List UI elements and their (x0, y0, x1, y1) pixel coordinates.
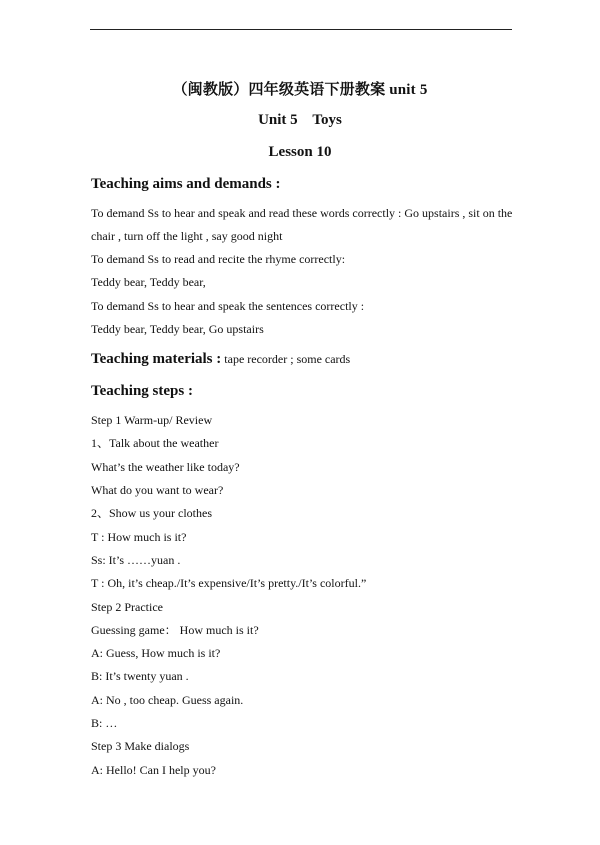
materials-label: Teaching materials : (91, 351, 222, 368)
step-line: What’s the weather like today? (91, 459, 240, 474)
step-line: A: Hello! Can I help you? (91, 762, 216, 777)
step-line: B: … (91, 716, 118, 731)
materials-heading (91, 345, 521, 373)
step-line: Step 3 Make dialogs (91, 739, 190, 754)
step-line: Ss: It’s ……yuan . (91, 552, 181, 567)
aims-line: Teddy bear, Teddy bear, Go upstairs (91, 321, 264, 336)
step-line: A: Guess, How much is it? (91, 646, 221, 661)
step-line: T : Oh, it’s cheap./It’s expensive/It’s pretty./It’s colorful.” (91, 576, 367, 591)
steps-heading: Teaching steps : (91, 383, 193, 400)
step-line: A: No , too cheap. Guess again. (91, 692, 244, 707)
step-line: T : How much is it? (91, 529, 187, 544)
step-line: Step 2 Practice (91, 599, 163, 614)
aims-heading: Teaching aims and demands : (91, 176, 281, 192)
step-line: B: It’s twenty yuan . (91, 669, 189, 684)
lesson-content (91, 170, 521, 782)
header-rule (90, 29, 512, 30)
aims-line: To demand Ss to hear and speak and read these words correctly : Go upstairs , sit on the chair , turn off the light , say good night (91, 206, 513, 243)
step-line: What do you want to wear? (91, 483, 224, 498)
aims-line: To demand Ss to hear and speak the sentences correctly : (91, 298, 365, 313)
step-line: 1、Talk about the weather (91, 436, 219, 451)
unit-title: Unit 5 Toys (258, 112, 342, 128)
step-line: Guessing game： How much is it? (91, 622, 259, 637)
aims-line: To demand Ss to read and recite the rhyme correctly: (91, 252, 346, 266)
lesson-title: Lesson 10 (268, 144, 332, 160)
aims-line: Teddy bear, Teddy bear, (91, 275, 206, 290)
step-line: 2、Show us your clothes (91, 506, 212, 521)
materials-value: tape recorder ; some cards (221, 352, 351, 367)
document-title: （闽教版）四年级英语下册教案 unit 5 (172, 82, 428, 98)
step-line: Step 1 Warm-up/ Review (91, 413, 213, 428)
